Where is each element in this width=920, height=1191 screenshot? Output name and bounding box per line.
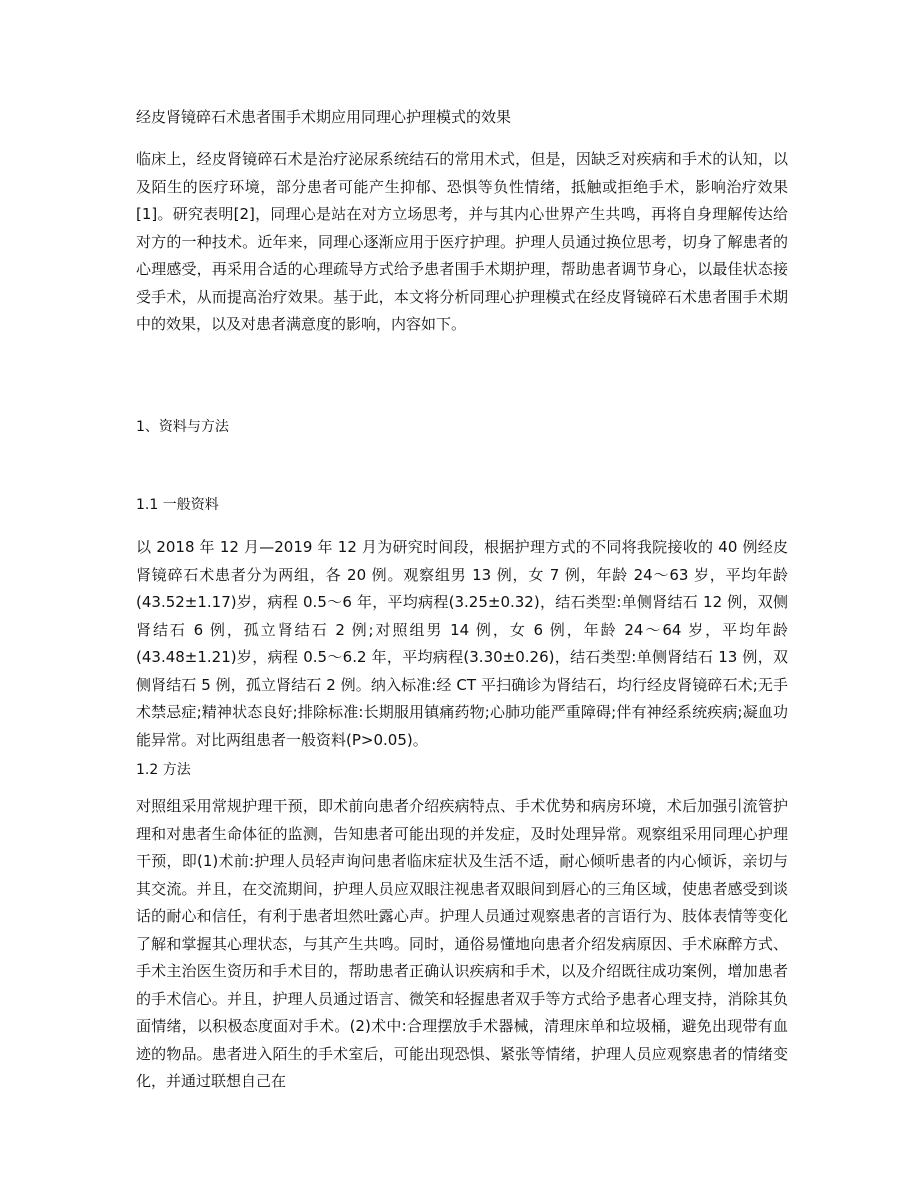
subsection-heading-methods: 1.2 方法 [136,762,191,778]
intro-paragraph: 临床上，经皮肾镜碎石术是治疗泌尿系统结石的常用术式，但是，因缺乏对疾病和手术的认知，以及陌生的医疗环境，部分患者可能产生抑郁、恐惧等负性情绪，抵触或拒绝手术，影响治疗效果[1]。研究表明[2]，同理心是站在对方立场思考，并与其内心世界产生共鸣，再将自身理解传达给对方的一种技术。近年来，同理心逐渐应用于医疗护理。护理人员通过换位思考，切身了解患者的心理感受，再采用合适的心理疏导方式给予患者围手术期护理，帮助患者调节身心，以最佳状态接受手术，从而提高治疗效果。基于此，本文将分析同理心护理模式在经皮肾镜碎石术患者围手术期中的效果，以及对患者满意度的影响，内容如下。 [136,150,788,333]
subsection-heading-general-data: 1.1 一般资料 [136,497,219,513]
general-data-paragraph: 以 2018 年 12 月—2019 年 12 月为研究时间段，根据护理方式的不同将我院接收的 40 例经皮肾镜碎石术患者分为两组，各 20 例。观察组男 13 例，女 7 例，年龄 24～63 岁，平均年龄(43.52±1.17)岁，病程 0.5～6 年，平均病程(3.25±0.32)，结石类型:单侧肾结石 12 例，双侧肾结石 6 例，孤立肾结石 2 例;对照组男 14 例，女 6 例，年龄 24～64 岁，平均年龄(43.48±1.21)岁，病程 0.5～6.2 年，平均病程(3.30±0.26)，结石类型:单侧肾结石 13 例，双侧肾结石 5 例，孤立肾结石 2 例。纳入标准:经 CT 平扫确诊为肾结石，均行经皮肾镜碎石术;无手术禁忌症;精神状态良好;排除标准:长期服用镇痛药物;心肺功能严重障碍;伴有神经系统疾病;凝血功能异常。对比两组患者一般资料(P>0.05)。 [136,538,788,749]
methods-paragraph: 对照组采用常规护理干预，即术前向患者介绍疾病特点、手术优势和病房环境，术后加强引流管护理和对患者生命体征的监测，告知患者可能出现的并发症，及时处理异常。观察组采用同理心护理干预，即(1)术前:护理人员轻声询问患者临床症状及生活不适，耐心倾听患者的内心倾诉，亲切与其交流。并且，在交流期间，护理人员应双眼注视患者双眼间到唇心的三角区域，使患者感受到谈话的耐心和信任，有利于患者坦然吐露心声。护理人员通过观察患者的言语行为、肢体表情等变化了解和掌握其心理状态，与其产生共鸣。同时，通俗易懂地向患者介绍发病原因、手术麻醉方式、手术主治医生资历和手术目的，帮助患者正确认识疾病和手术，以及介绍既往成功案例，增加患者的手术信心。并且，护理人员通过语言、微笑和轻握患者双手等方式给予患者心理支持，消除其负面情绪，以积极态度面对手术。(2)术中:合理摆放手术器械，清理床单和垃圾桶，避免出现带有血迹的物品。患者进入陌生的手术室后，可能出现恐惧、紧张等情绪，护理人员应观察患者的情绪变化，并通过联想自己在 [136,797,788,1090]
section-heading-materials-methods: 1、资料与方法 [136,419,229,435]
document-title: 经皮肾镜碎石术患者围手术期应用同理心护理模式的效果 [136,108,512,126]
